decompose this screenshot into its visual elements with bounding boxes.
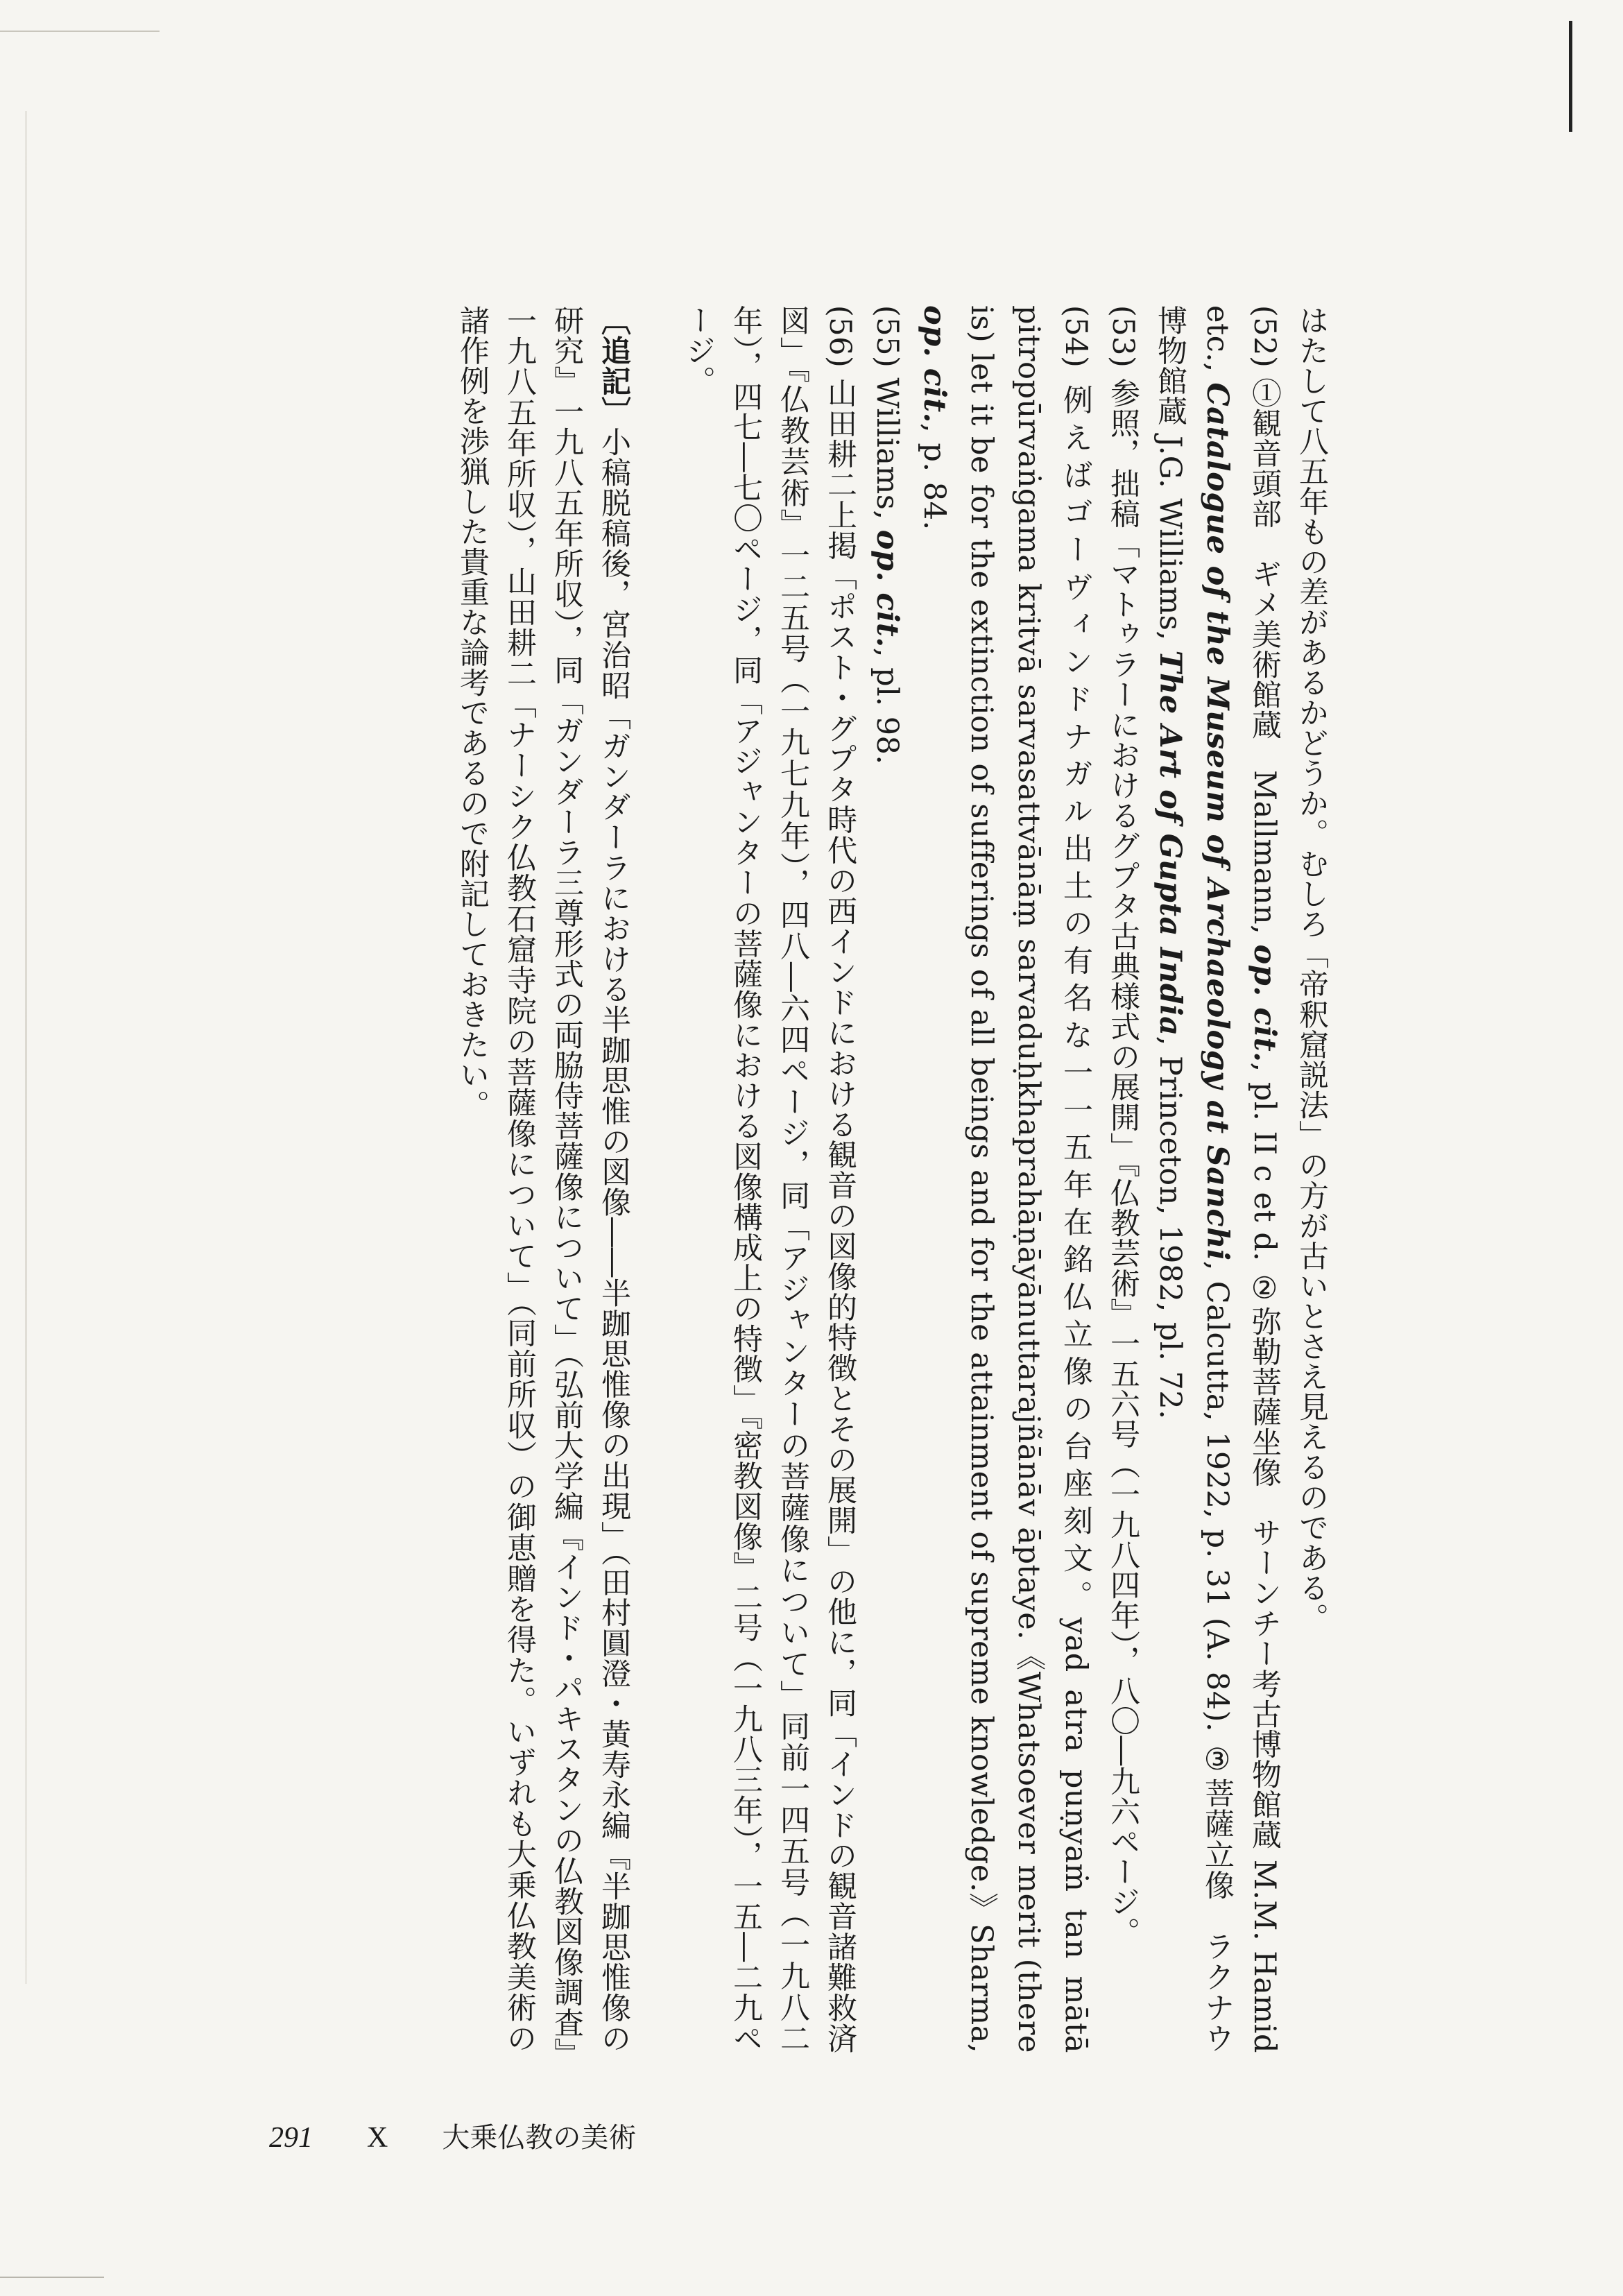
- note-55-italic: op. cit.: [870, 529, 904, 648]
- note-52-text-a: (52) ①観音頭部 ギメ美術館蔵 Mallmann,: [1247, 305, 1282, 945]
- note-52: [1147, 305, 1288, 2053]
- scan-edge-line-bottom: [0, 2277, 104, 2278]
- note-56: (56) 山田耕二上掲「ポスト・グプタ時代の西インドにおける観音の図像的特徴とその展開」の他に，同「インドの観音諸難救済図」『仏教芸術』一二五号（一九七九年），四八―六四ページ，同「アジャンターの菩薩像について」同前一四五号（一九八二年），四七―七〇ページ，同「アジャンターの菩薩像における図像構成上の特徴」『密教図像』二号（一九八三年），一五―二九ページ。: [681, 305, 857, 2053]
- note-52-italic-a: op. cit.: [1247, 944, 1282, 1063]
- note-52-italic-c: The Art of Gupta India: [1153, 650, 1187, 1036]
- addendum-text: 小稿脱稿後，宮治昭「ガンダーラにおける半跏思惟の図像――半跏思惟像の出現」（田村圓澄・黃寿永編『半跏思惟像の研究』一九八五年所収），同「ガンダーラ三尊形式の両脇侍菩薩像について」（弘前大学編『インド・パキスタンの仏教図像調査』一九八五年所収），山田耕二「ナーシク仏教石窟寺院の菩薩像について」（同前所収）の御恵贈を得た。いずれも大乗仏教美術の諸作例を渉猟した貴重な論考であるので附記しておきたい。: [455, 305, 631, 2054]
- chapter-title: 大乗仏教の美術: [442, 2122, 637, 2154]
- note-55: [864, 305, 911, 2053]
- addendum-label: 〔追記〕: [596, 305, 631, 427]
- paragraph-gap: [637, 305, 675, 2053]
- note-52-text-d: , Princeton, 1982, pl. 72.: [1153, 1036, 1187, 1420]
- note-54: [911, 305, 1099, 2053]
- note-52-italic-b: Catalogue of the Museum of Archaeology at Sanchi: [1200, 382, 1235, 1261]
- scan-edge-mark-right: [1569, 21, 1572, 132]
- note-55-text-b: , pl. 98.: [870, 647, 904, 765]
- continuation-line: はたして八五年もの差があるかどうか。むしろ「帝釈窟説法」の方が古いとさえ見えるのである。: [1294, 305, 1329, 1633]
- note-52-text-c: , Calcutta, 1922, p. 31 (A. 84). ③菩薩立像 ラクナウ博物館蔵 J.G. Williams,: [1153, 305, 1235, 2053]
- chapter-number: X: [367, 2122, 388, 2154]
- note-54-italic: op. cit.: [917, 305, 952, 424]
- page-footer: [269, 2116, 636, 2155]
- note-54-text-a: (54) 例えばゴーヴィンドナガル出土の有名な一一五年在銘仏立像の台座刻文。yad atra puṇyaṁ tan mātā pitropūrvaṅgama kritvā sarvasattvānāṃ sarvaduḥkhaprahāṇāyānuttarajñānāv āptaye.《Whatsoever merit (there is) let it be for the extinction of sufferings of all beings and for the attainment of supreme knowledge.》Sharma,: [964, 305, 1093, 2053]
- note-55-text-a: (55) Williams,: [870, 305, 904, 530]
- note-54-text-b: , p. 84.: [917, 423, 952, 531]
- scan-edge-line-top: [0, 31, 160, 32]
- page-number: 291: [269, 2122, 313, 2154]
- addendum: [449, 305, 637, 2053]
- scan-edge-shadow-left: [25, 111, 27, 1984]
- vertical-text-body: [449, 305, 1335, 2053]
- note-52-text-b: , pl. II c et d. ②弥勒菩薩坐像 サーンチー考古博物館蔵 M.M. Hamid etc.,: [1200, 305, 1282, 2053]
- note-53: (53) 参照，拙稿「マトゥラーにおけるグプタ古典様式の展開」『仏教芸術』一五六号（一九八四年），八〇―九六ページ。: [1106, 305, 1140, 1947]
